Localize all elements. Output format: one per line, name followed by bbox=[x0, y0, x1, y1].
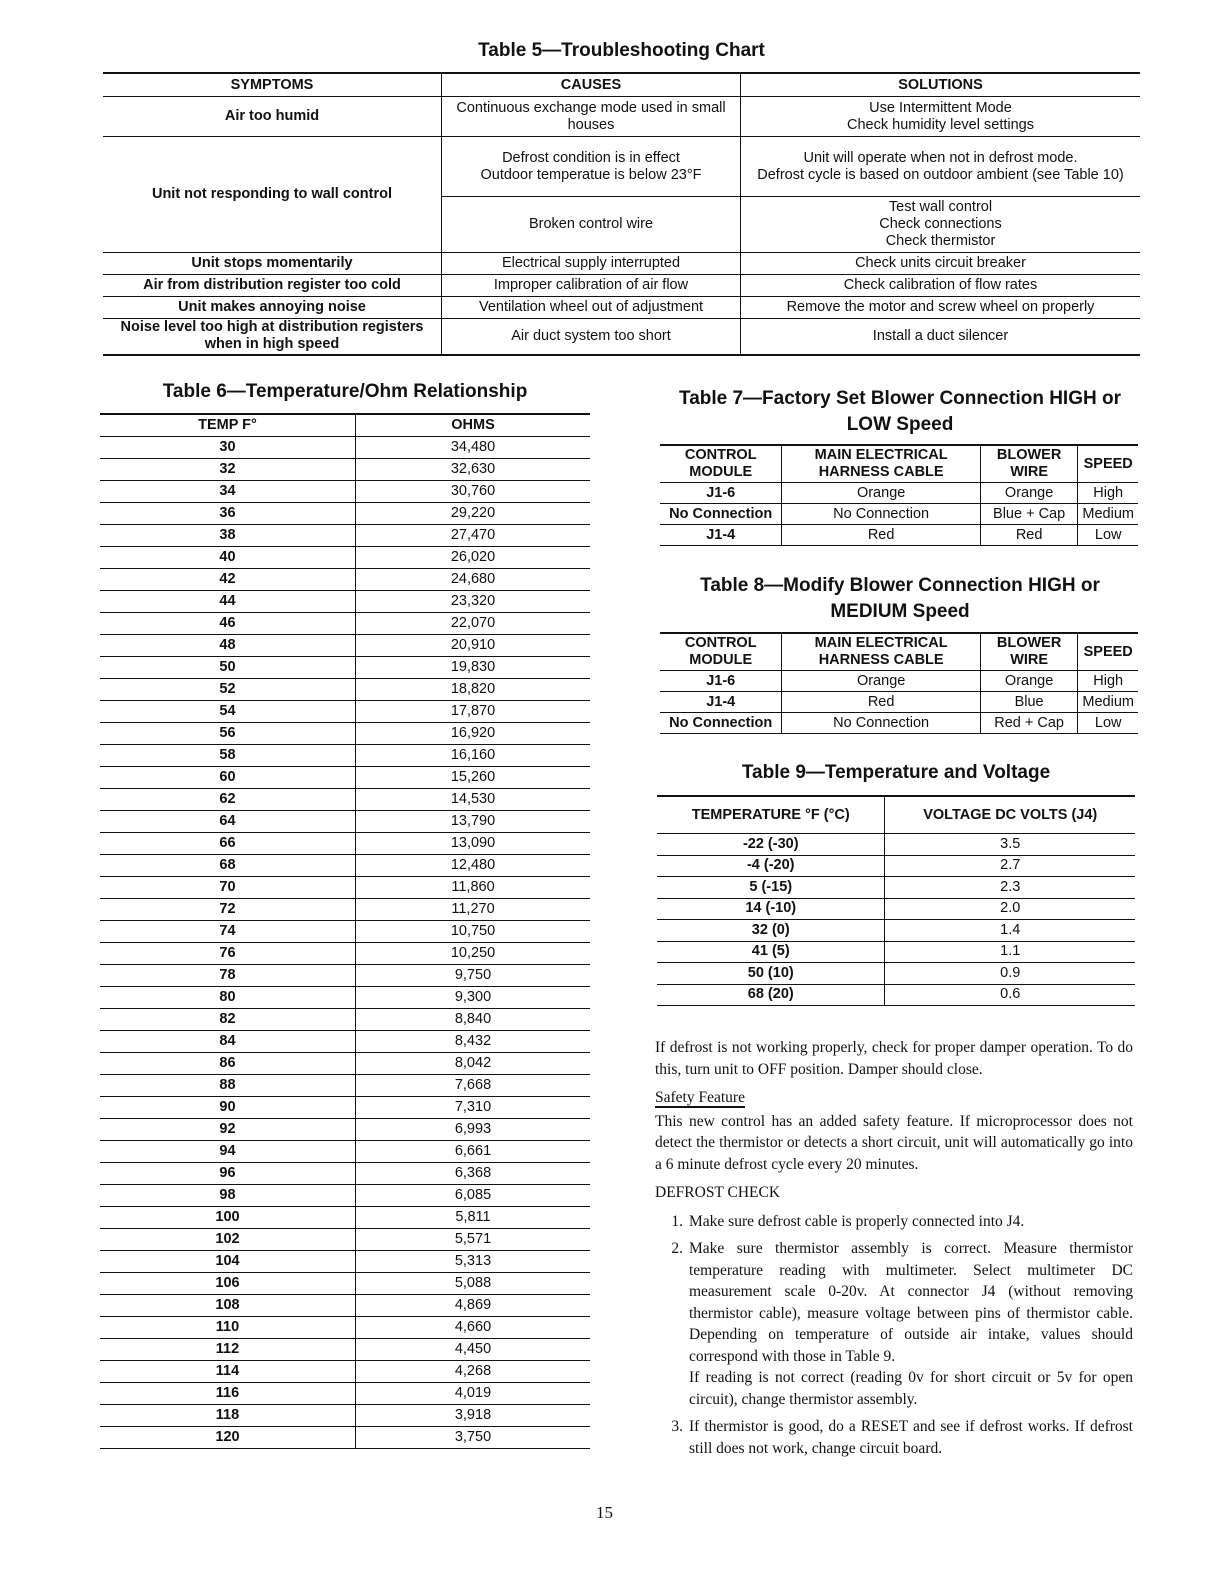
temp-cell: 112 bbox=[100, 1339, 356, 1361]
table-row bbox=[100, 547, 590, 569]
page-number: 15 bbox=[596, 1503, 613, 1522]
table-row bbox=[100, 1339, 590, 1361]
table-row bbox=[100, 833, 590, 855]
table-row bbox=[100, 1273, 590, 1295]
table-row bbox=[657, 984, 1135, 1006]
col-header: SPEED bbox=[1078, 633, 1138, 671]
symptom-cell: Noise level too high at distribution registers when in high speed bbox=[103, 319, 442, 355]
symptom-cell: Air too humid bbox=[103, 97, 442, 137]
ohms-cell: 26,020 bbox=[356, 547, 591, 569]
table-row bbox=[100, 921, 590, 943]
ohms-cell: 9,750 bbox=[356, 965, 591, 987]
table-cell: Medium bbox=[1078, 692, 1138, 713]
table-row bbox=[100, 1097, 590, 1119]
table-row bbox=[660, 483, 1138, 504]
table-cell: J1-6 bbox=[660, 671, 782, 692]
temp-cell: 64 bbox=[100, 811, 356, 833]
temp-cell: 114 bbox=[100, 1361, 356, 1383]
temperature-voltage-table bbox=[657, 795, 1135, 1006]
temp-cell: 72 bbox=[100, 899, 356, 921]
col-header: SOLUTIONS bbox=[741, 73, 1141, 97]
temp-cell: 116 bbox=[100, 1383, 356, 1405]
ohms-cell: 11,270 bbox=[356, 899, 591, 921]
ohms-cell: 12,480 bbox=[356, 855, 591, 877]
table-row bbox=[100, 679, 590, 701]
table-row bbox=[103, 253, 1140, 275]
table-cell: Red bbox=[782, 525, 980, 546]
step-text: If reading is not correct (reading 0v for short circuit or 5v for open circuit), change thermistor assembly. bbox=[689, 1369, 1133, 1408]
table-row bbox=[100, 1251, 590, 1273]
col-header: SPEED bbox=[1078, 445, 1138, 483]
table-row bbox=[100, 1031, 590, 1053]
table-row bbox=[100, 613, 590, 635]
ohms-cell: 27,470 bbox=[356, 525, 591, 547]
table-cell: Red + Cap bbox=[980, 713, 1078, 734]
ohms-cell: 19,830 bbox=[356, 657, 591, 679]
ohms-cell: 11,860 bbox=[356, 877, 591, 899]
table-cell: Medium bbox=[1078, 504, 1138, 525]
ohms-cell: 10,250 bbox=[356, 943, 591, 965]
table-row bbox=[100, 987, 590, 1009]
temp-cell: 34 bbox=[100, 481, 356, 503]
ohms-cell: 3,918 bbox=[356, 1405, 591, 1427]
table-row bbox=[100, 767, 590, 789]
table-cell: Red bbox=[980, 525, 1078, 546]
table-row bbox=[657, 855, 1135, 877]
step-text: Make sure defrost cable is properly connected into J4. bbox=[689, 1212, 1025, 1230]
table-row bbox=[100, 503, 590, 525]
temp-cell: 54 bbox=[100, 701, 356, 723]
col-header: CONTROL MODULE bbox=[660, 633, 782, 671]
temp-cell: 48 bbox=[100, 635, 356, 657]
table-cell: Blue bbox=[980, 692, 1078, 713]
table-row bbox=[100, 701, 590, 723]
temp-cell: 94 bbox=[100, 1141, 356, 1163]
table-row bbox=[100, 1229, 590, 1251]
temp-cell: 58 bbox=[100, 745, 356, 767]
temp-cell: 66 bbox=[100, 833, 356, 855]
table-row bbox=[100, 1185, 590, 1207]
cause-cell: Defrost condition is in effect Outdoor temperatue is below 23°F bbox=[442, 137, 741, 197]
table-cell: Orange bbox=[980, 671, 1078, 692]
temp-cell: 56 bbox=[100, 723, 356, 745]
table-cell: 2.0 bbox=[885, 898, 1135, 920]
ohms-cell: 4,268 bbox=[356, 1361, 591, 1383]
table-row bbox=[100, 1405, 590, 1427]
table-cell: No Connection bbox=[660, 504, 782, 525]
table-row bbox=[100, 1295, 590, 1317]
ohms-cell: 6,661 bbox=[356, 1141, 591, 1163]
table-row bbox=[657, 963, 1135, 985]
table-row bbox=[100, 481, 590, 503]
table-cell: 0.6 bbox=[885, 984, 1135, 1006]
col-header: MAIN ELECTRICAL HARNESS CABLE bbox=[782, 445, 980, 483]
temp-cell: 84 bbox=[100, 1031, 356, 1053]
temp-cell: 110 bbox=[100, 1317, 356, 1339]
table-row bbox=[103, 97, 1140, 137]
ohms-cell: 7,310 bbox=[356, 1097, 591, 1119]
solution-cell: Check calibration of flow rates bbox=[741, 275, 1141, 297]
table-row bbox=[103, 137, 1140, 197]
temp-cell: 98 bbox=[100, 1185, 356, 1207]
table-cell: 2.3 bbox=[885, 877, 1135, 899]
ohms-cell: 6,085 bbox=[356, 1185, 591, 1207]
safety-heading: Safety Feature bbox=[655, 1089, 745, 1106]
table-cell: 2.7 bbox=[885, 855, 1135, 877]
temp-cell: 30 bbox=[100, 437, 356, 459]
temp-cell: 38 bbox=[100, 525, 356, 547]
defrost-notes bbox=[655, 1037, 1133, 1465]
table-cell: Orange bbox=[980, 483, 1078, 504]
table-cell: 1.4 bbox=[885, 920, 1135, 942]
step-number: 1. bbox=[671, 1212, 683, 1230]
step-number: 2. bbox=[671, 1240, 683, 1257]
ohms-cell: 8,432 bbox=[356, 1031, 591, 1053]
ohms-cell: 4,660 bbox=[356, 1317, 591, 1339]
table-row bbox=[100, 811, 590, 833]
temp-cell: 120 bbox=[100, 1427, 356, 1449]
table-cell: 32 (0) bbox=[657, 920, 885, 942]
table-row bbox=[103, 297, 1140, 319]
table-row bbox=[657, 941, 1135, 963]
temp-cell: 60 bbox=[100, 767, 356, 789]
ohms-cell: 18,820 bbox=[356, 679, 591, 701]
solution-cell: Remove the motor and screw wheel on properly bbox=[741, 297, 1141, 319]
col-header: OHMS bbox=[356, 414, 591, 437]
temp-cell: 70 bbox=[100, 877, 356, 899]
ohms-cell: 23,320 bbox=[356, 591, 591, 613]
ohms-cell: 9,300 bbox=[356, 987, 591, 1009]
table-row bbox=[100, 877, 590, 899]
ohms-cell: 29,220 bbox=[356, 503, 591, 525]
table-row bbox=[100, 437, 590, 459]
damper-paragraph: If defrost is not working properly, check for proper damper operation. To do this, turn unit to OFF position. Damper should close. bbox=[655, 1039, 1133, 1078]
table-row bbox=[660, 692, 1138, 713]
table-cell: High bbox=[1078, 483, 1138, 504]
ohms-cell: 5,313 bbox=[356, 1251, 591, 1273]
solution-cell: Check units circuit breaker bbox=[741, 253, 1141, 275]
ohms-cell: 15,260 bbox=[356, 767, 591, 789]
table-cell: Blue + Cap bbox=[980, 504, 1078, 525]
temp-cell: 100 bbox=[100, 1207, 356, 1229]
table-row bbox=[100, 1141, 590, 1163]
table-row bbox=[660, 504, 1138, 525]
modify-blower-table bbox=[660, 632, 1138, 734]
table-row bbox=[100, 1361, 590, 1383]
temp-cell: 68 bbox=[100, 855, 356, 877]
table-cell: No Connection bbox=[782, 504, 980, 525]
table-row bbox=[103, 319, 1140, 355]
table-row bbox=[660, 713, 1138, 734]
ohms-cell: 4,869 bbox=[356, 1295, 591, 1317]
temp-cell: 50 bbox=[100, 657, 356, 679]
temp-cell: 76 bbox=[100, 943, 356, 965]
ohms-cell: 32,630 bbox=[356, 459, 591, 481]
col-header: SYMPTOMS bbox=[103, 73, 442, 97]
step-text: Make sure thermistor assembly is correct. Measure thermistor temperature reading with multimeter. Select multimeter DC measurement scale 0-20v. At connector J4 (without removing thermistor cable), measure voltage between pins of thermistor cable. Depending on temperature of outside air intake, values should correspond with those in Table 9. bbox=[689, 1240, 1133, 1365]
table-cell: Orange bbox=[782, 671, 980, 692]
table-cell: 68 (20) bbox=[657, 984, 885, 1006]
symptom-cell: Air from distribution register too cold bbox=[103, 275, 442, 297]
temp-cell: 104 bbox=[100, 1251, 356, 1273]
solution-cell: Use Intermittent Mode Check humidity level settings bbox=[741, 97, 1141, 137]
table-row bbox=[660, 525, 1138, 546]
factory-blower-table bbox=[660, 444, 1138, 546]
col-header: TEMP F° bbox=[100, 414, 356, 437]
ohms-cell: 4,450 bbox=[356, 1339, 591, 1361]
table-row bbox=[100, 569, 590, 591]
temp-cell: 46 bbox=[100, 613, 356, 635]
table-cell: Low bbox=[1078, 525, 1138, 546]
table-row bbox=[100, 855, 590, 877]
table-row bbox=[100, 591, 590, 613]
ohms-cell: 17,870 bbox=[356, 701, 591, 723]
ohms-cell: 6,368 bbox=[356, 1163, 591, 1185]
step-text: If thermistor is good, do a RESET and see if defrost works. If defrost still does not work, change circuit board. bbox=[689, 1418, 1133, 1457]
list-item bbox=[655, 1211, 1133, 1233]
temp-cell: 40 bbox=[100, 547, 356, 569]
table-row bbox=[100, 635, 590, 657]
table-cell: Low bbox=[1078, 713, 1138, 734]
ohms-cell: 5,571 bbox=[356, 1229, 591, 1251]
table-row bbox=[100, 1317, 590, 1339]
table-cell: High bbox=[1078, 671, 1138, 692]
temp-cell: 80 bbox=[100, 987, 356, 1009]
table-row bbox=[100, 723, 590, 745]
table-cell: 1.1 bbox=[885, 941, 1135, 963]
step-number: 3. bbox=[671, 1418, 683, 1435]
table-cell: 50 (10) bbox=[657, 963, 885, 985]
defrost-check-heading: DEFROST CHECK bbox=[655, 1184, 781, 1201]
symptom-cell: Unit not responding to wall control bbox=[103, 137, 442, 253]
temp-cell: 62 bbox=[100, 789, 356, 811]
ohms-cell: 30,760 bbox=[356, 481, 591, 503]
ohms-cell: 16,160 bbox=[356, 745, 591, 767]
table-row bbox=[100, 1383, 590, 1405]
table-cell: 0.9 bbox=[885, 963, 1135, 985]
table9-title: Table 9—Temperature and Voltage bbox=[741, 762, 1051, 783]
ohms-cell: 7,668 bbox=[356, 1075, 591, 1097]
col-header: CAUSES bbox=[442, 73, 741, 97]
safety-paragraph: This new control has an added safety feature. If microprocessor does not detect the thermistor or detects a short circuit, unit will automatically go into a 6 minute defrost cycle every 20 minutes. bbox=[655, 1112, 1133, 1173]
ohms-cell: 14,530 bbox=[356, 789, 591, 811]
table-row bbox=[657, 898, 1135, 920]
troubleshooting-table bbox=[103, 72, 1140, 356]
table-row bbox=[100, 1119, 590, 1141]
temp-cell: 36 bbox=[100, 503, 356, 525]
table-cell: J1-4 bbox=[660, 692, 782, 713]
table-row bbox=[100, 1075, 590, 1097]
ohms-cell: 6,993 bbox=[356, 1119, 591, 1141]
table-row bbox=[100, 965, 590, 987]
ohms-cell: 13,790 bbox=[356, 811, 591, 833]
table-row bbox=[100, 1163, 590, 1185]
ohms-cell: 16,920 bbox=[356, 723, 591, 745]
temp-cell: 42 bbox=[100, 569, 356, 591]
ohms-cell: 22,070 bbox=[356, 613, 591, 635]
temp-cell: 86 bbox=[100, 1053, 356, 1075]
cause-cell: Air duct system too short bbox=[442, 319, 741, 355]
table-cell: No Connection bbox=[782, 713, 980, 734]
table-row bbox=[100, 943, 590, 965]
temp-cell: 106 bbox=[100, 1273, 356, 1295]
temp-cell: 32 bbox=[100, 459, 356, 481]
temp-cell: 52 bbox=[100, 679, 356, 701]
ohms-cell: 4,019 bbox=[356, 1383, 591, 1405]
temp-cell: 108 bbox=[100, 1295, 356, 1317]
table-row bbox=[100, 525, 590, 547]
symptom-cell: Unit makes annoying noise bbox=[103, 297, 442, 319]
col-header: TEMPERATURE °F (°C) bbox=[657, 796, 885, 834]
table-row bbox=[657, 834, 1135, 856]
cause-cell: Broken control wire bbox=[442, 197, 741, 253]
ohms-cell: 24,680 bbox=[356, 569, 591, 591]
temp-cell: 74 bbox=[100, 921, 356, 943]
ohms-cell: 5,811 bbox=[356, 1207, 591, 1229]
table-cell: Orange bbox=[782, 483, 980, 504]
table-cell: J1-6 bbox=[660, 483, 782, 504]
temp-cell: 88 bbox=[100, 1075, 356, 1097]
table5-title: Table 5—Troubleshooting Chart bbox=[478, 40, 765, 61]
temp-cell: 118 bbox=[100, 1405, 356, 1427]
cause-cell: Ventilation wheel out of adjustment bbox=[442, 297, 741, 319]
solution-cell: Install a duct silencer bbox=[741, 319, 1141, 355]
table-row bbox=[657, 920, 1135, 942]
col-header: VOLTAGE DC VOLTS (J4) bbox=[885, 796, 1135, 834]
cause-cell: Continuous exchange mode used in small houses bbox=[442, 97, 741, 137]
col-header: MAIN ELECTRICAL HARNESS CABLE bbox=[782, 633, 980, 671]
table-cell: 41 (5) bbox=[657, 941, 885, 963]
cause-cell: Improper calibration of air flow bbox=[442, 275, 741, 297]
temp-cell: 92 bbox=[100, 1119, 356, 1141]
table-cell: 14 (-10) bbox=[657, 898, 885, 920]
table-row bbox=[660, 671, 1138, 692]
table-cell: -22 (-30) bbox=[657, 834, 885, 856]
col-header: BLOWER WIRE bbox=[980, 445, 1078, 483]
col-header: BLOWER WIRE bbox=[980, 633, 1078, 671]
temp-cell: 90 bbox=[100, 1097, 356, 1119]
ohms-cell: 5,088 bbox=[356, 1273, 591, 1295]
ohms-cell: 13,090 bbox=[356, 833, 591, 855]
ohms-cell: 3,750 bbox=[356, 1427, 591, 1449]
list-item bbox=[655, 1238, 1133, 1410]
table-cell: -4 (-20) bbox=[657, 855, 885, 877]
table6-title: Table 6—Temperature/Ohm Relationship bbox=[162, 381, 528, 402]
ohms-cell: 8,042 bbox=[356, 1053, 591, 1075]
table-row bbox=[103, 275, 1140, 297]
ohms-cell: 34,480 bbox=[356, 437, 591, 459]
table-row bbox=[100, 745, 590, 767]
table-cell: 5 (-15) bbox=[657, 877, 885, 899]
ohms-cell: 8,840 bbox=[356, 1009, 591, 1031]
table-cell: 3.5 bbox=[885, 834, 1135, 856]
table-cell: Red bbox=[782, 692, 980, 713]
table-row bbox=[100, 899, 590, 921]
table-row bbox=[657, 877, 1135, 899]
table-row bbox=[100, 1053, 590, 1075]
list-item bbox=[655, 1416, 1133, 1459]
table-row bbox=[100, 1427, 590, 1449]
temp-cell: 102 bbox=[100, 1229, 356, 1251]
table-row bbox=[100, 1207, 590, 1229]
table-row bbox=[100, 789, 590, 811]
temperature-ohm-table bbox=[100, 413, 590, 1449]
temp-cell: 78 bbox=[100, 965, 356, 987]
ohms-cell: 20,910 bbox=[356, 635, 591, 657]
temp-cell: 96 bbox=[100, 1163, 356, 1185]
table-cell: J1-4 bbox=[660, 525, 782, 546]
table7-title: Table 7—Factory Set Blower Connection HIGH or LOW Speed bbox=[679, 388, 1121, 435]
table-cell: No Connection bbox=[660, 713, 782, 734]
col-header: CONTROL MODULE bbox=[660, 445, 782, 483]
symptom-cell: Unit stops momentarily bbox=[103, 253, 442, 275]
ohms-cell: 10,750 bbox=[356, 921, 591, 943]
solution-cell: Unit will operate when not in defrost mode. Defrost cycle is based on outdoor ambient (see Table 10) bbox=[741, 137, 1141, 197]
table-row bbox=[100, 459, 590, 481]
solution-cell: Test wall control Check connections Check thermistor bbox=[741, 197, 1141, 253]
table8-title: Table 8—Modify Blower Connection HIGH or MEDIUM Speed bbox=[700, 575, 1100, 622]
table-row bbox=[100, 1009, 590, 1031]
temp-cell: 82 bbox=[100, 1009, 356, 1031]
cause-cell: Electrical supply interrupted bbox=[442, 253, 741, 275]
temp-cell: 44 bbox=[100, 591, 356, 613]
table-row bbox=[100, 657, 590, 679]
